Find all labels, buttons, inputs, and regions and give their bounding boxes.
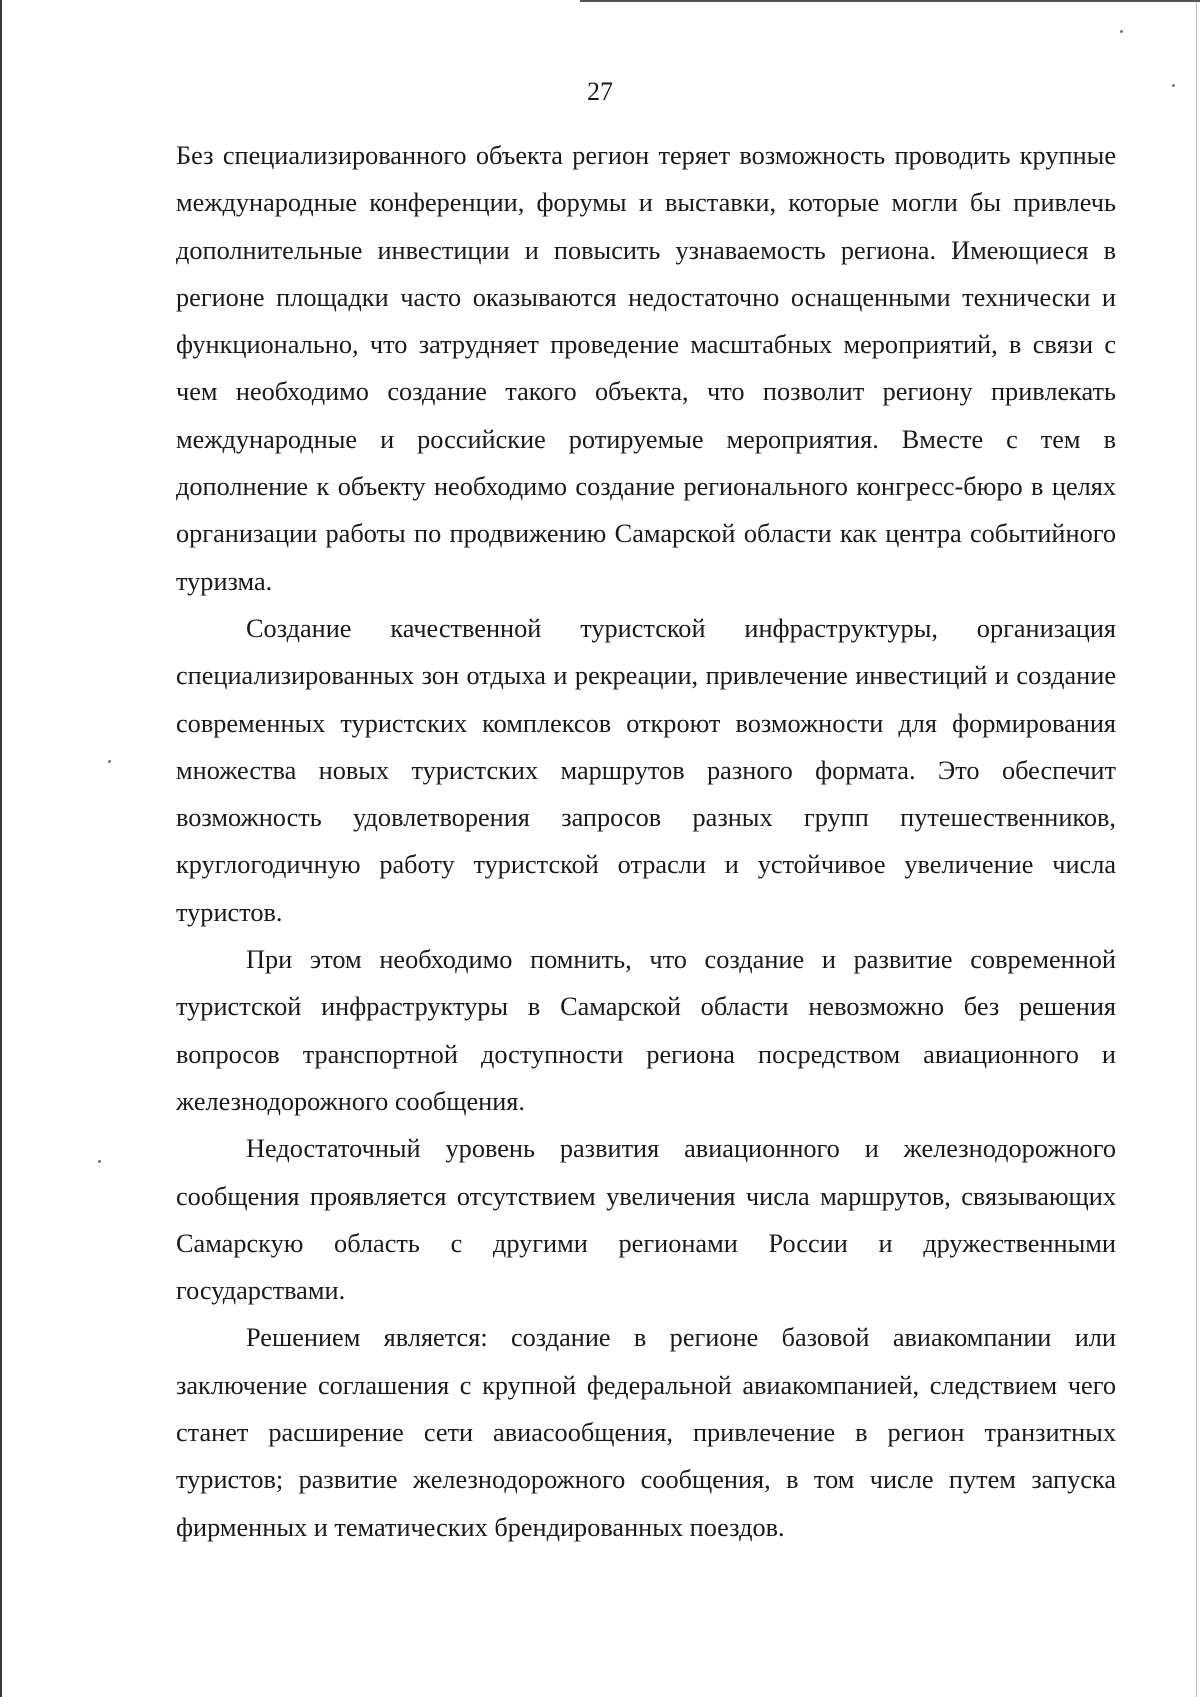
paragraph: Создание качественной туристской инфраструктуры, организация специализированных зон отдыха и рекреации, привлечение инвестиций и создание современных туристских комплексов откроют возможности для формирования множества новых туристских маршрутов разного формата. Это обеспечит возможность удовлетворения запросов разных групп путешественников, круглогодичную работу туристской отрасли и устойчивое увеличение числа туристов. (176, 613, 1116, 927)
paragraph: Без специализированного объекта регион теряет возможность проводить крупные международные конференции, форумы и выставки, которые могли бы привлечь дополнительные инвестиции и повысить узнаваемость региона. Имеющиеся в регионе площадки часто оказываются недостаточно оснащенными технически и функционально, что затрудняет проведение масштабных мероприятий, в связи с чем необходимо создание такого объекта, что позволит региону привлекать международные и российские ротируемые мероприятия. Вместе с тем в дополнение к объекту необходимо создание регионального конгресс-бюро в целях организации работы по продвижению Самарской области как центра событийного туризма. (176, 141, 1116, 596)
paragraph: При этом необходимо помнить, что создание и развитие современной туристской инфраструктуры в Самарской области невозможно без решения вопросов транспортной доступности региона посредством авиационного и железнодорожного сообщения. (176, 945, 1116, 1116)
page-number: 27 (587, 77, 613, 106)
scan-speck (108, 760, 111, 763)
scan-speck (98, 1160, 101, 1163)
scan-top-edge (580, 0, 1200, 2)
paragraph: Решением является: создание в регионе базовой авиакомпании или заключение соглашения с крупной федеральной авиакомпанией, следствием чего станет расширение сети авиасообщения, привлечение в регион транзитных туристов; развитие железнодорожного сообщения, в том числе путем запуска фирменных и тематических брендированных поездов. (176, 1323, 1116, 1542)
scan-left-edge (0, 0, 2, 1697)
scan-right-edge (1196, 0, 1197, 1697)
scan-speck (1120, 30, 1123, 33)
document-body (176, 132, 1116, 1551)
paragraph: Недостаточный уровень развития авиационного и железнодорожного сообщения проявляется отсутствием увеличения числа маршрутов, связывающих Самарскую область с другими регионами России и дружественными государствами. (176, 1134, 1116, 1306)
